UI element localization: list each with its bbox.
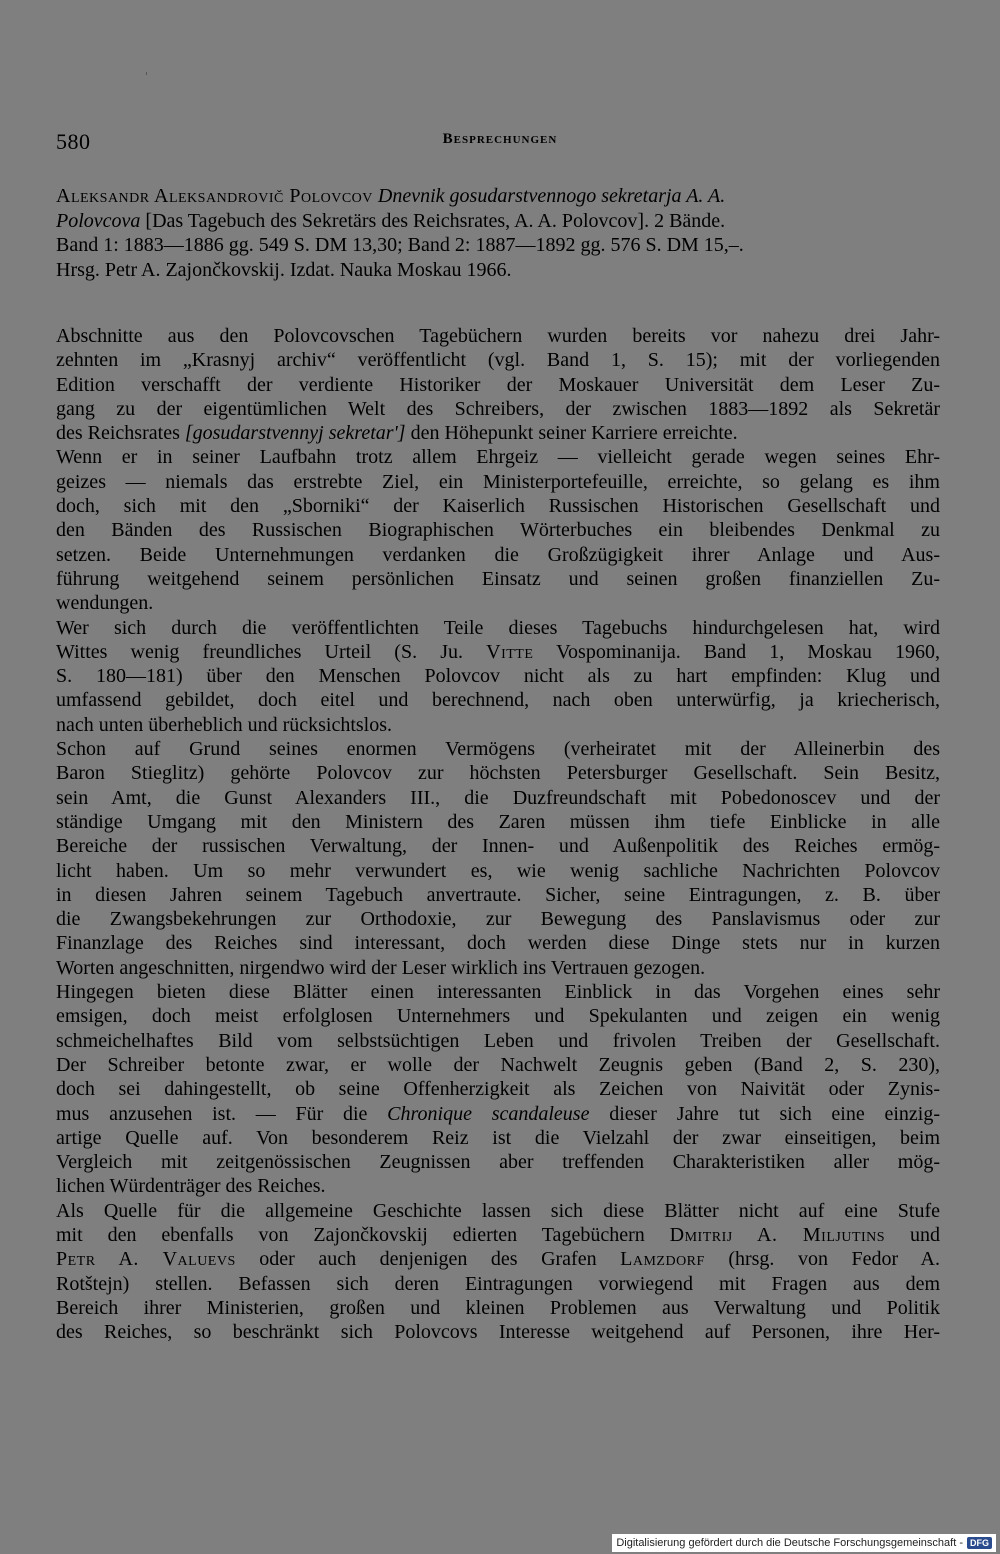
body-text-segment: Rotštejn) stellen. Befassen sich deren Eintragungen vorwiegend mit Fragen aus dem <box>56 1272 940 1295</box>
body-line <box>56 761 940 785</box>
body-text-segment: Schon auf Grund seines enormen Vermögens (verheiratet mit der Alleinerbin des <box>56 738 940 761</box>
body-line <box>56 1004 940 1028</box>
body-text-segment: Finanzlage des Reiches sind interessant, doch werden diese Dinge stets nur in kurzen <box>56 932 940 955</box>
body-text-segment: artige Quelle auf. Von besonderem Reiz ist die Vielzahl der zwar einseitigen, beim <box>56 1126 940 1149</box>
body-line <box>56 1077 940 1101</box>
body-text-segment: (hrsg. von Fedor A. <box>704 1248 940 1271</box>
running-head: Besprechungen <box>442 131 558 147</box>
body-line <box>56 324 940 348</box>
body-line <box>56 883 940 907</box>
citation-title: Polovcova <box>56 209 141 232</box>
body-line <box>56 907 940 931</box>
body-text-segment: führung weitgehend seinem persönlichen Einsatz und seinen großen finanziellen Zu- <box>56 567 940 590</box>
body-line <box>56 1029 940 1053</box>
body-text-segment: Vospominanija. Band 1, Moskau 1960, <box>533 640 940 663</box>
dfg-logo-icon: DFG <box>967 1537 992 1549</box>
footer-text: Digitalisierung gefördert durch die Deutsche Forschungsgemeinschaft - <box>616 1537 963 1549</box>
body-text-segment: Edition verschafft der verdiente Historiker der Moskauer Universität dem Leser Zu- <box>56 373 940 396</box>
citation-line <box>56 258 940 283</box>
body-text-segment: doch sei dahingestellt, ob seine Offenherzigkeit als Zeichen von Naivität oder Zynis- <box>56 1078 940 1101</box>
body-text-segment: dieser Jahre tut sich eine einzig- <box>589 1102 940 1125</box>
body-line <box>56 640 940 664</box>
body-text-segment: Bereich ihrer Ministerien, großen und kleinen Problemen aus Verwaltung und Politik <box>56 1296 940 1319</box>
body-text-segment: emsigen, doch meist erfolglosen Unternehmers und Spekulanten und zeigen ein wenig <box>56 1005 940 1028</box>
citation-line <box>56 209 940 234</box>
body-text-segment: doch, sich mit den „Sborniki“ der Kaiserlich Russischen Historischen Gesellschaft und <box>56 495 940 518</box>
citation-author: Aleksandr Aleksandrovič Polovcov <box>56 185 373 207</box>
body-text-segment: des Reiches, so beschränkt sich Polovcovs Interesse weitgehend auf Personen, ihre Her- <box>56 1321 940 1344</box>
review-body <box>56 324 940 1344</box>
body-text-segment: sein Amt, die Gunst Alexanders III., die Duzfreundschaft mit Pobedonoscev und der <box>56 786 940 809</box>
body-line <box>56 737 940 761</box>
body-line <box>56 591 940 615</box>
body-text-segment: ständige Umgang mit den Ministern des Zaren müssen ihm tiefe Einblicke in alle <box>56 810 940 833</box>
body-text-segment: in diesen Jahren seinem Tagebuch anvertraute. Sicher, seine Eintragungen, z. B. über <box>56 883 940 906</box>
citation-line <box>56 184 940 209</box>
body-text-segment: Baron Stieglitz) gehörte Polovcov zur höchsten Petersburger Gesellschaft. Sein Besitz, <box>56 762 940 785</box>
citation-text: Hrsg. Petr A. Zajončkovskij. Izdat. Nauka Moskau 1966. <box>56 258 512 281</box>
body-line <box>56 445 940 469</box>
book-citation <box>56 184 940 282</box>
body-text-segment: Wer sich durch die veröffentlichten Teile dieses Tagebuchs hindurchgelesen hat, wird <box>56 616 940 639</box>
italic-text: Chronique scandaleuse <box>387 1102 590 1125</box>
citation-text: [Das Tagebuch des Sekretärs des Reichsrates, A. A. Polovcov]. 2 Bände. <box>140 209 726 232</box>
body-line <box>56 421 940 445</box>
citation-title: Dnevnik gosudarstvennogo sekretarja A. A. <box>377 185 726 207</box>
body-text-segment: umfassend gebildet, doch eitel und berechnend, nach oben unterwürfig, ja kriecherisch, <box>56 689 940 712</box>
body-line <box>56 1247 940 1271</box>
citation-text: Band 1: 1883—1886 gg. 549 S. DM 13,30; Band 2: 1887—1892 gg. 576 S. DM 15,–. <box>56 234 744 256</box>
scan-speck <box>146 72 147 75</box>
body-line <box>56 786 940 810</box>
body-text-segment: Bereiche der russischen Verwaltung, der Innen- und Außenpolitik des Reiches ermög- <box>56 835 940 858</box>
body-line <box>56 1174 940 1198</box>
body-line <box>56 980 940 1004</box>
name-small-caps: Petr A. Valuevs <box>56 1248 236 1271</box>
citation-line <box>56 233 940 258</box>
body-text-segment: mit den ebenfalls von Zajončkovskij edierten Tagebüchern <box>56 1223 670 1246</box>
body-text-segment: den Höhepunkt seiner Karriere erreichte. <box>405 422 738 445</box>
body-line <box>56 1126 940 1150</box>
body-text-segment: Der Schreiber betonte zwar, er wolle der Nachwelt Zeugnis geben (Band 2, S. 230), <box>56 1053 940 1076</box>
body-line <box>56 688 940 712</box>
body-line <box>56 713 940 737</box>
body-text-segment: Wenn er in seiner Laufbahn trotz allem Ehrgeiz — vielleicht gerade wegen seines Ehr- <box>56 446 940 469</box>
body-text-segment: wendungen. <box>56 592 154 615</box>
body-text-segment: Abschnitte aus den Polovcovschen Tagebüchern wurden bereits vor nahezu drei Jahr- <box>56 325 940 347</box>
body-text-segment: die Zwangsbekehrungen zur Orthodoxie, zur Bewegung des Panslavismus oder zur <box>56 908 940 931</box>
body-line <box>56 616 940 640</box>
body-line <box>56 1223 940 1247</box>
body-line <box>56 956 940 980</box>
italic-text: [gosudarstvennyj sekretar'] <box>184 422 406 445</box>
body-text-segment: schmeichelhaftes Bild vom selbstsüchtigen Leben und frivolen Treiben der Gesellschaft. <box>56 1029 940 1052</box>
body-text-segment: Als Quelle für die allgemeine Geschichte lassen sich diese Blätter nicht auf eine Stufe <box>56 1199 940 1222</box>
body-text-segment: licht haben. Um so mehr verwundert es, wie wenig sachliche Nachrichten Polovcov <box>56 859 940 882</box>
body-line <box>56 567 940 591</box>
body-line <box>56 397 940 421</box>
body-text-segment: Wittes wenig freundliches Urteil (S. Ju. <box>56 640 487 663</box>
body-text-segment: und <box>885 1223 941 1246</box>
body-text-segment: lichen Würdenträger des Reiches. <box>56 1175 326 1198</box>
body-text-segment: Hingegen bieten diese Blätter einen interessanten Einblick in das Vorgehen eines sehr <box>56 981 940 1004</box>
body-line <box>56 1150 940 1174</box>
body-text-segment: den Bänden des Russischen Biographischen Wörterbuches ein bleibendes Denkmal zu <box>56 519 940 542</box>
body-line <box>56 1199 940 1223</box>
body-line <box>56 470 940 494</box>
body-text-segment: Vergleich mit zeitgenössischen Zeugnissen aber treffenden Charakteristiken aller mög- <box>56 1151 940 1174</box>
body-text-segment: setzen. Beide Unternehmungen verdanken die Großzügigkeit ihrer Anlage und Aus- <box>56 543 940 566</box>
body-line <box>56 834 940 858</box>
body-line <box>56 373 940 397</box>
body-text-segment: nach unten überheblich und rücksichtslos. <box>56 713 393 736</box>
body-line <box>56 543 940 567</box>
body-line <box>56 859 940 883</box>
digitization-footer <box>612 1534 996 1552</box>
name-small-caps: Vitte <box>486 640 534 663</box>
body-line <box>56 1296 940 1320</box>
body-line <box>56 810 940 834</box>
name-small-caps: Dmitrij A. Miljutins <box>669 1223 886 1246</box>
body-text-segment: mus anzusehen ist. — Für die <box>56 1102 388 1125</box>
body-line <box>56 494 940 518</box>
name-small-caps: Lamzdorf <box>620 1248 705 1271</box>
body-line <box>56 1102 940 1126</box>
body-text-segment: Worten angeschnitten, nirgendwo wird der Leser wirklich ins Vertrauen gezogen. <box>56 956 706 979</box>
body-line <box>56 518 940 542</box>
body-line <box>56 1272 940 1296</box>
body-line <box>56 1053 940 1077</box>
body-text-segment: zehnten im „Krasnyj archiv“ veröffentlicht (vgl. Band 1, S. 15); mit der vorliegenden <box>56 349 940 372</box>
body-line <box>56 1320 940 1344</box>
body-line <box>56 931 940 955</box>
body-text-segment: geizes — niemals das erstrebte Ziel, ein Ministerportefeuille, erreichte, so gelang es ihm <box>56 470 940 493</box>
body-text-segment: gang zu der eigentümlichen Welt des Schreibers, der zwischen 1883—1892 als Sekretär <box>56 397 940 420</box>
body-line <box>56 348 940 372</box>
page-number: 580 <box>56 129 91 154</box>
body-text-segment: des Reichsrates <box>56 422 185 445</box>
body-text-segment: oder auch denjenigen des Grafen <box>235 1248 621 1271</box>
body-text-segment: S. 180—181) über den Menschen Polovcov nicht als zu hart empfinden: Klug und <box>56 665 940 688</box>
body-line <box>56 664 940 688</box>
